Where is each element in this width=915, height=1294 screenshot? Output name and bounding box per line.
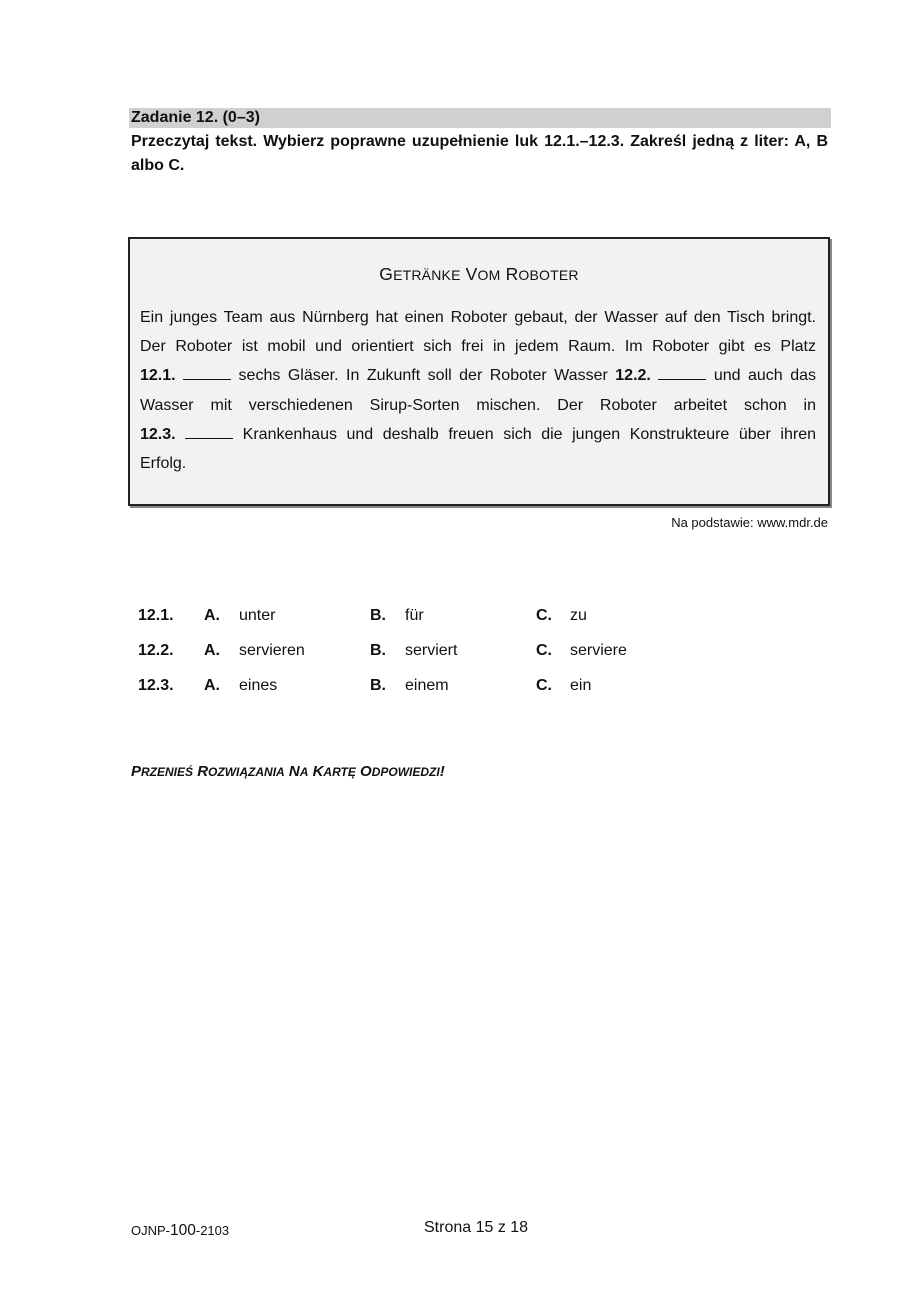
option-a[interactable]: unter: [239, 607, 276, 624]
option-letter-b[interactable]: B.: [370, 642, 386, 659]
text-line: Ein junges Team aus Nürnberg hat einen Roboter gebaut, der Wasser auf den Tisch bringt.: [140, 309, 816, 326]
option-c[interactable]: serviere: [570, 642, 627, 659]
text-line: Wasser mit verschiedenen Sirup-Sorten mischen. Der Roboter arbeitet schon in: [140, 396, 816, 414]
text-title: GETRÄNKE VOM ROBOTER: [379, 264, 579, 284]
exam-code: [131, 1222, 229, 1240]
gap-blank: [185, 424, 233, 439]
task-header: Zadanie 12. (0–3): [129, 108, 831, 128]
text-body: [140, 303, 816, 478]
question-number: 12.3.: [138, 677, 174, 694]
option-letter-a[interactable]: A.: [204, 607, 220, 624]
gap-label: 12.1.: [140, 367, 176, 385]
option-letter-b[interactable]: B.: [370, 677, 386, 694]
answer-row: [138, 604, 738, 639]
option-letter-a[interactable]: A.: [204, 677, 220, 694]
question-number: 12.2.: [138, 642, 174, 659]
answer-options: [138, 604, 738, 709]
option-a[interactable]: servieren: [239, 642, 305, 659]
exam-code-prefix: OJNP-: [131, 1223, 170, 1238]
option-letter-a[interactable]: A.: [204, 642, 220, 659]
option-letter-c[interactable]: C.: [536, 677, 552, 694]
gap-blank: [183, 365, 231, 380]
question-number: 12.1.: [138, 607, 174, 624]
option-b[interactable]: serviert: [405, 642, 458, 659]
exam-code-main: 100: [170, 1222, 196, 1239]
option-b[interactable]: für: [405, 607, 424, 624]
text-line: Erfolg.: [140, 454, 187, 472]
gap-label: 12.2.: [615, 367, 651, 385]
gap-blank: [658, 365, 706, 380]
text-line: 12.3. Krankenhaus und deshalb freuen sich die jungen Konstrukteure über ihren: [140, 425, 816, 443]
exam-code-suffix: -2103: [195, 1223, 230, 1238]
answer-row: [138, 639, 738, 674]
gap-label: 12.3.: [140, 425, 176, 443]
text-line: 12.1. sechs Gläser. In Zukunft soll der Roboter Wasser 12.2. und auch das: [140, 367, 816, 385]
option-c[interactable]: zu: [570, 607, 587, 624]
transfer-note: PRZENIEŚ ROZWIĄZANIA NA KARTĘ ODPOWIEDZI!: [131, 763, 445, 780]
option-b[interactable]: einem: [405, 677, 449, 694]
page-number: Strona 15 z 18: [424, 1219, 529, 1236]
option-letter-b[interactable]: B.: [370, 607, 386, 624]
option-c[interactable]: ein: [570, 677, 592, 694]
option-letter-c[interactable]: C.: [536, 642, 552, 659]
text-line: Der Roboter ist mobil und orientiert sich frei in jedem Raum. Im Roboter gibt es Platz: [140, 338, 816, 356]
source-note: Na podstawie: www.mdr.de: [671, 515, 828, 530]
option-letter-c[interactable]: C.: [536, 607, 552, 624]
answer-row: [138, 674, 738, 709]
reading-text-box: [128, 237, 830, 506]
task-instruction: Przeczytaj tekst. Wybierz poprawne uzupełnienie luk 12.1.–12.3. Zakreśl jedną z liter: A, B albo C.: [131, 133, 828, 174]
option-a[interactable]: eines: [239, 677, 278, 694]
